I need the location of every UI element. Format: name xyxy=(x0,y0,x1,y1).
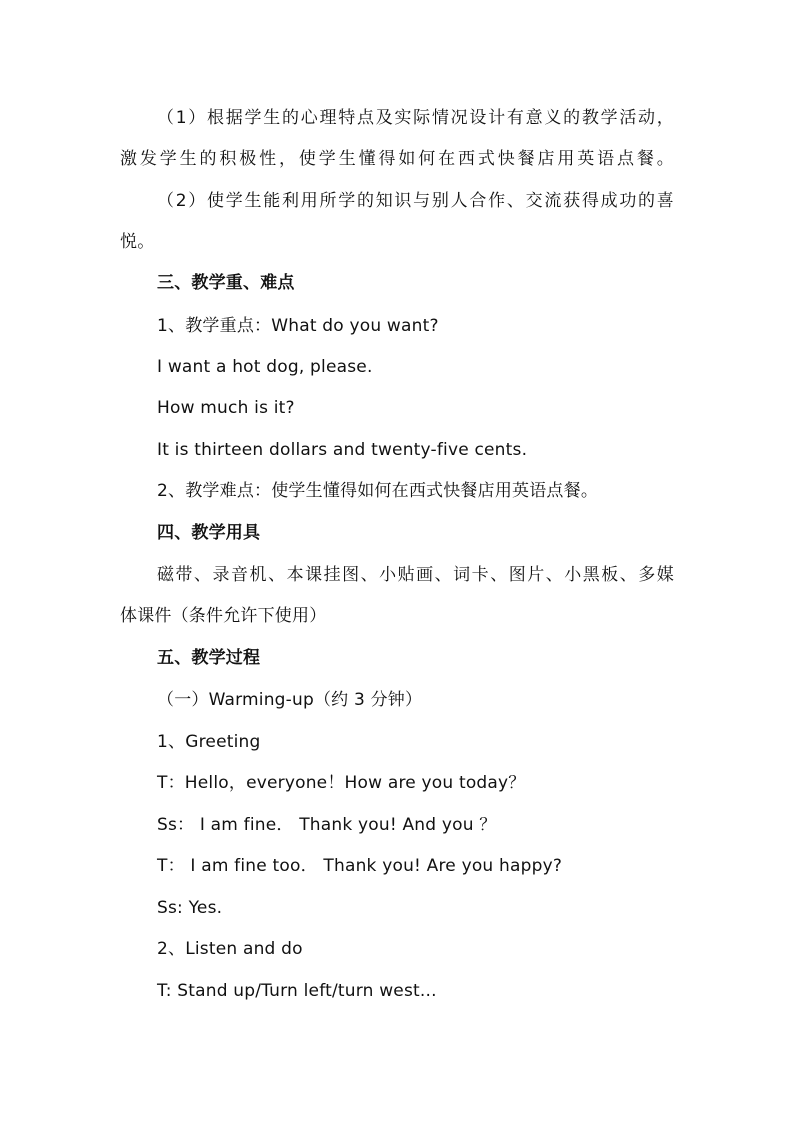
difficult-point-line: 2、教学难点：使学生懂得如何在西式快餐店用英语点餐。 xyxy=(157,481,599,501)
section-heading-process: 五、教学过程 xyxy=(157,648,261,668)
section-heading-key-points: 三、教学重、难点 xyxy=(157,273,295,293)
key-point-line: 1、教学重点：What do you want? xyxy=(157,316,439,336)
dialog-line-1: T：Hello，everyone！How are you today？ xyxy=(157,773,526,793)
warming-up-heading: （一）Warming-up（约 3 分钟） xyxy=(157,690,423,710)
section-heading-tools: 四、教学用具 xyxy=(157,523,261,543)
key-point-example-1: I want a hot dog, please. xyxy=(157,357,373,377)
dialog-line-3: T： I am fine too． Thank you! Are you happy? xyxy=(157,856,563,876)
listen-and-do-line: T: Stand up/Turn left/turn west... xyxy=(157,981,437,1001)
greeting-heading: 1、Greeting xyxy=(157,732,261,752)
objective-2-line-1: （2）使学生能利用所学的知识与别人合作、交流获得成功的喜 xyxy=(157,191,674,211)
listen-and-do-heading: 2、Listen and do xyxy=(157,939,303,959)
key-point-example-2: How much is it? xyxy=(157,398,295,418)
dialog-line-2: Ss： I am fine． Thank you! And you ？ xyxy=(157,815,497,835)
dialog-line-4: Ss: Yes. xyxy=(157,898,223,918)
objective-2-line-2: 悦。 xyxy=(120,232,155,252)
tools-line-1: 磁带、录音机、本课挂图、小贴画、词卡、图片、小黑板、多媒 xyxy=(157,565,674,585)
objective-1-line-2: 激发学生的积极性，使学生懂得如何在西式快餐店用英语点餐。 xyxy=(120,149,674,169)
objective-1-line-1: （1）根据学生的心理特点及实际情况设计有意义的教学活动， xyxy=(157,108,674,128)
key-point-example-3: It is thirteen dollars and twenty-five cents. xyxy=(157,440,528,460)
tools-line-2: 体课件（条件允许下使用） xyxy=(120,606,327,626)
